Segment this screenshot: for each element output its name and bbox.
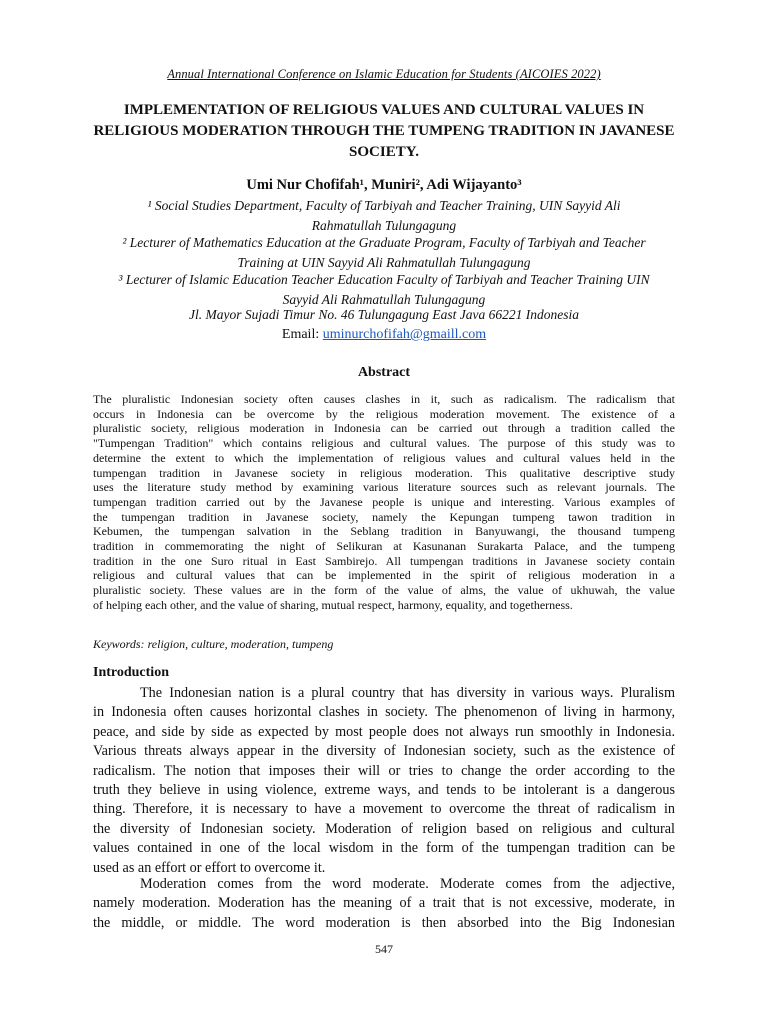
abstract-line: occurs in Indonesia can be overcome by the religious moderation movement. The existence of a [93, 406, 675, 421]
author-list: Umi Nur Chofifah¹, Muniri², Adi Wijayanto³ [246, 177, 522, 193]
affiliation-line: Sayyid Ali Rahmatullah Tulungagung [282, 291, 486, 307]
title-line: IMPLEMENTATION OF RELIGIOUS VALUES AND CULTURAL VALUES IN [123, 102, 645, 118]
affiliation-line: ² Lecturer of Mathematics Education at the Graduate Program, Faculty of Tarbiyah and Teacher [122, 235, 646, 250]
abstract-line: uses the literature study method by examining various literature sources such as relevant journals. The [93, 480, 675, 495]
keywords-list: religion, culture, moderation, tumpeng [147, 637, 334, 651]
paragraph-line: radicalism. The notion that imposes their will or tries to change the order according to the [93, 762, 675, 779]
affiliation-line: Training at UIN Sayyid Ali Rahmatullah Tulungagung [237, 254, 531, 270]
paragraph-line: in Indonesia often causes horizontal clashes in society. The phenomenon of living in harmony, [93, 704, 675, 721]
abstract-line: religious and cultural values that can be implemented in the spirit of religious moderation in a [93, 568, 675, 583]
keywords-line [93, 637, 675, 652]
paper-title [80, 100, 688, 163]
paragraph-line: namely moderation. Moderation has the meaning of a trait that is not excessive, moderate, in [93, 895, 675, 912]
paragraph-line: The Indonesian nation is a plural country that has diversity in various ways. Pluralism [140, 685, 675, 701]
email-label: Email: [281, 327, 320, 342]
abstract-line: tumpengan tradition carried out by the Javanese people is unique and interesting. Various examples of [93, 494, 675, 509]
affiliation-line: ³ Lecturer of Islamic Education Teacher Education Faculty of Tarbiyah and Teacher Training UIN [118, 272, 650, 287]
institution-address: Jl. Mayor Sujadi Timur No. 46 Tulungagung East Java 66221 Indonesia [189, 307, 579, 322]
affiliation-1 [60, 196, 708, 235]
paragraph-line: peace, and side by side as expected by most people does not always run smoothly in Indonesia. [93, 723, 675, 740]
paragraph-line: Various threats always appear in the diversity of Indonesian society, such as the existence of [93, 743, 675, 760]
page-number: 547 [375, 942, 393, 956]
email-link[interactable]: uminurchofifah@gmaill.com [322, 327, 487, 342]
email-line [0, 327, 768, 343]
title-line: SOCIETY. [349, 144, 419, 160]
abstract-line: pluralistic society. These values are in the form of the value of alms, the value of ukhuwah, the value [93, 583, 675, 598]
paragraph-line: Moderation comes from the word moderate. Moderate comes from the adjective, [140, 876, 675, 892]
abstract-line: determine the extent to which the implementation of religious values and cultural values held in the [93, 450, 675, 465]
keywords-label: Keywords: [93, 637, 145, 651]
abstract-heading: Abstract [357, 365, 411, 380]
paragraph-line: thing. Therefore, it is necessary to have a movement to overcome the threat of radicalism in [93, 801, 675, 818]
abstract-line: of helping each other, and the value of sharing, mutual respect, harmony, equality, and togetherness. [93, 597, 573, 612]
abstract-line: the tumpengan tradition in Javanese society, namely the Kepungan tumpeng tawon tradition in [93, 509, 675, 524]
affiliation-line: ¹ Social Studies Department, Faculty of Tarbiyah and Teacher Training, UIN Sayyid Ali [147, 198, 621, 213]
paragraph-2 [93, 875, 675, 933]
abstract-line: The pluralistic Indonesian society often causes clashes in it, such as radicalism. The radicalism that [93, 392, 675, 406]
paragraph-line: the middle, or middle. The word moderation is then absorbed into the Big Indonesian [93, 914, 675, 931]
paragraph-line: values contained in one of the local wisdom in the form of the tumpengan tradition can be [93, 840, 675, 857]
paragraph-1 [93, 684, 675, 878]
abstract-line: tradition in commemorating the night of Selikuran at Kasunanan Surakarta Palace, and the tumpeng [93, 539, 675, 554]
abstract-line: Kebumen, the tumpengan salvation in the Seblang tradition in Banyuwangi, the thousand tumpeng [93, 524, 675, 539]
abstract-line: tumpengan tradition in Javanese society in religious moderation. This qualitative descriptive study [93, 465, 675, 480]
abstract-line: "Tumpengan Tradition" which contains religious and cultural values. The purpose of this study was to [93, 436, 675, 451]
abstract-line: pluralistic society, religious moderation in Indonesia can be carried out through a tradition called the [93, 421, 675, 436]
affiliation-line: Rahmatullah Tulungagung [311, 217, 457, 233]
introduction-heading: Introduction [93, 665, 169, 680]
title-line: RELIGIOUS MODERATION THROUGH THE TUMPENG TRADITION IN JAVANESE [93, 123, 675, 139]
abstract-line: tradition in the one Suro ritual in East Sambirejo. All tumpengan traditions in Javanese society contain [93, 553, 675, 568]
affiliation-2 [60, 233, 708, 272]
paragraph-line: truth they believe in using violence, extreme ways, and tends to be intolerant is a dangerous [93, 782, 675, 799]
paragraph-line: used as an effort or effort to overcome it. [93, 859, 326, 876]
affiliation-3 [60, 270, 708, 309]
paragraph-line: the diversity of Indonesian society. Moderation of religion based on religious and cultural [93, 820, 675, 837]
abstract-body [93, 392, 675, 613]
conference-header: Annual International Conference on Islamic Education for Students (AICOIES 2022) [167, 67, 601, 81]
